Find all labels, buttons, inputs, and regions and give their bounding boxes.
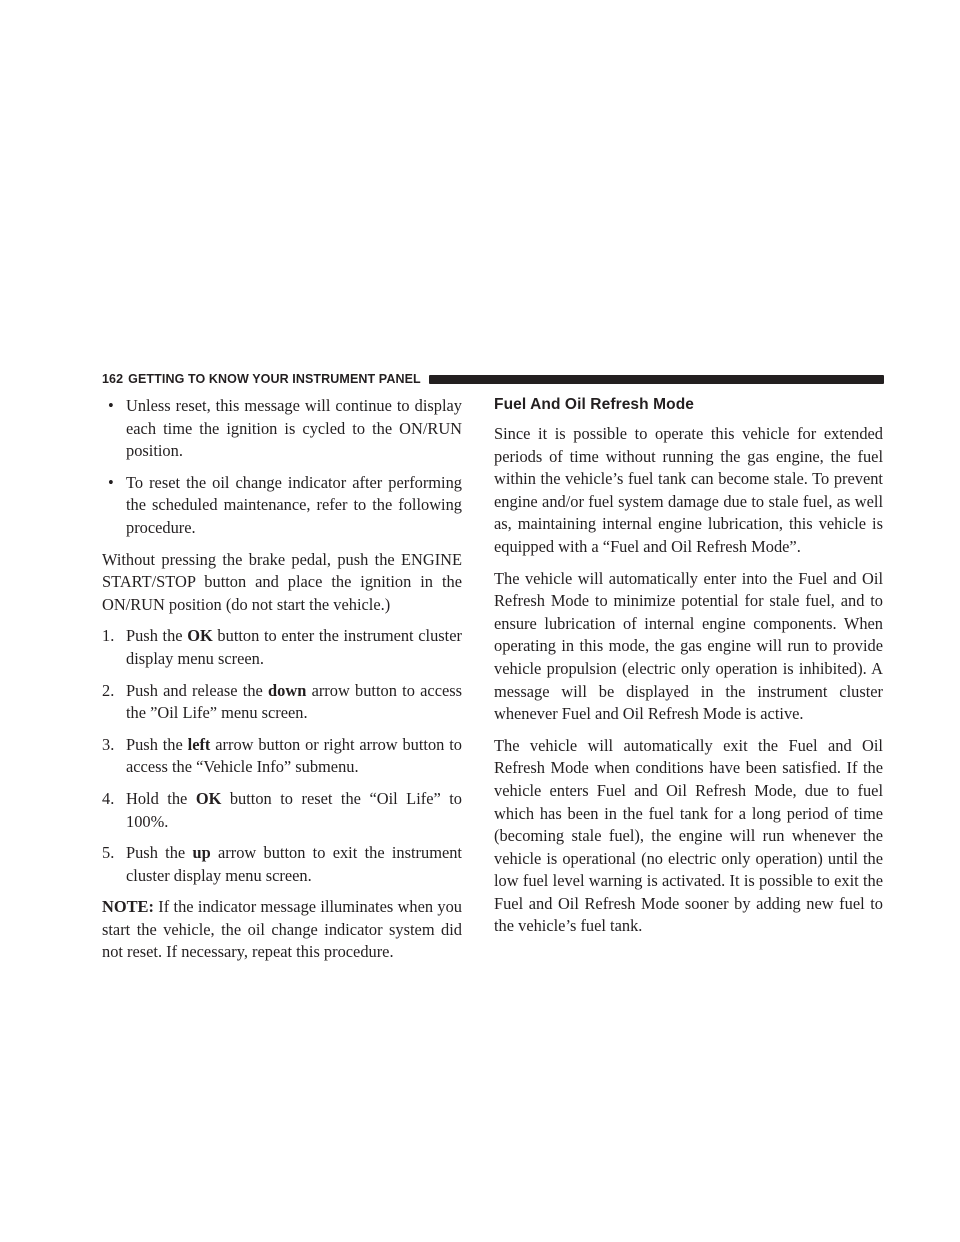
step-text-pre: Push the (126, 626, 183, 646)
step-text-post: arrow button or right arrow button to access the “Vehicle Info” submenu. (126, 734, 462, 777)
step-number: 4. (102, 788, 115, 808)
step-keyword: OK (187, 626, 213, 646)
step-text-pre: Hold the (126, 788, 188, 808)
note-label: NOTE: (102, 897, 154, 917)
step-number: 3. (102, 734, 115, 754)
step-text-pre: Push the (126, 734, 183, 754)
body-paragraph: The vehicle will automatically exit the Fuel and Oil Refresh Mode when conditions have been satisfied. If the vehicle enters Fuel and Oil Refresh Mode, due to fuel which has been in the fuel tank for a long period of time (becoming stale fuel), the engine will run whenever the vehicle is operational (no electric only operation) until the low fuel level warning is activated. It is possible to exit the Fuel and Oil Refresh Mode sooner by adding new fuel to the vehicle’s fuel tank. (494, 735, 883, 936)
step-keyword: left (187, 734, 211, 754)
intro-paragraph: Without pressing the brake pedal, push the ENGINE START/STOP button and place the ignition in the ON/RUN position (do not start the vehicle.) (102, 549, 462, 614)
step-text-post: button to reset the “Oil Life” to 100%. (126, 788, 463, 831)
bullet-text: To reset the oil change indicator after performing the scheduled maintenance, refer to the following procedure. (126, 472, 462, 537)
right-column (494, 395, 883, 947)
step-keyword: up (192, 843, 211, 863)
page-number: 162 (102, 372, 124, 386)
note-paragraph (102, 896, 462, 964)
section-title: GETTING TO KNOW YOUR INSTRUMENT PANEL (128, 372, 421, 386)
page-header (102, 371, 884, 387)
bullet-icon: • (108, 472, 114, 492)
step-keyword: down (268, 680, 307, 700)
step-text-post: arrow button to access the ”Oil Life” menu screen. (126, 680, 463, 723)
step-text-pre: Push the (126, 843, 186, 863)
bullet-item (102, 395, 462, 463)
step-item (102, 625, 462, 670)
bullet-text: Unless reset, this message will continue to display each time the ignition is cycled to the ON/RUN position. (126, 396, 462, 461)
section-heading: Fuel And Oil Refresh Mode (494, 396, 694, 413)
bullet-icon: • (108, 396, 114, 415)
step-number: 2. (102, 680, 115, 700)
step-text-post: arrow button to exit the instrument cluster display menu screen. (126, 843, 462, 885)
step-text-post: button to enter the instrument cluster display menu screen. (126, 626, 462, 668)
body-paragraph: The vehicle will automatically enter into the Fuel and Oil Refresh Mode to minimize potential for stale fuel, and to ensure lubrication of internal engine components. When operating in this mode, the gas engine will run to provide vehicle propulsion (electric only operation is inhibited). A message will be displayed in the instrument cluster whenever Fuel and Oil Refresh Mode is active. (494, 568, 883, 724)
step-item (102, 734, 462, 779)
step-number: 5. (102, 843, 115, 863)
step-item (102, 842, 462, 887)
left-column (102, 395, 462, 973)
body-paragraph: Since it is possible to operate this vehicle for extended periods of time without running the gas engine, the fuel within the vehicle’s fuel tank can become stale. To prevent engine and/or fuel system damage due to stale fuel, as well as, maintaining internal engine lubrication, this vehicle is equipped with a “Fuel and Oil Refresh Mode”. (494, 424, 883, 556)
header-rule (429, 375, 884, 384)
step-text-pre: Push and release the (126, 680, 263, 700)
step-item (102, 680, 462, 725)
note-text: If the indicator message illuminates when you start the vehicle, the oil change indicator system did not reset. If necessary, repeat this procedure. (102, 897, 463, 962)
step-number: 1. (102, 626, 115, 646)
bullet-item (102, 472, 462, 540)
step-keyword: OK (195, 788, 222, 808)
step-item (102, 788, 462, 833)
